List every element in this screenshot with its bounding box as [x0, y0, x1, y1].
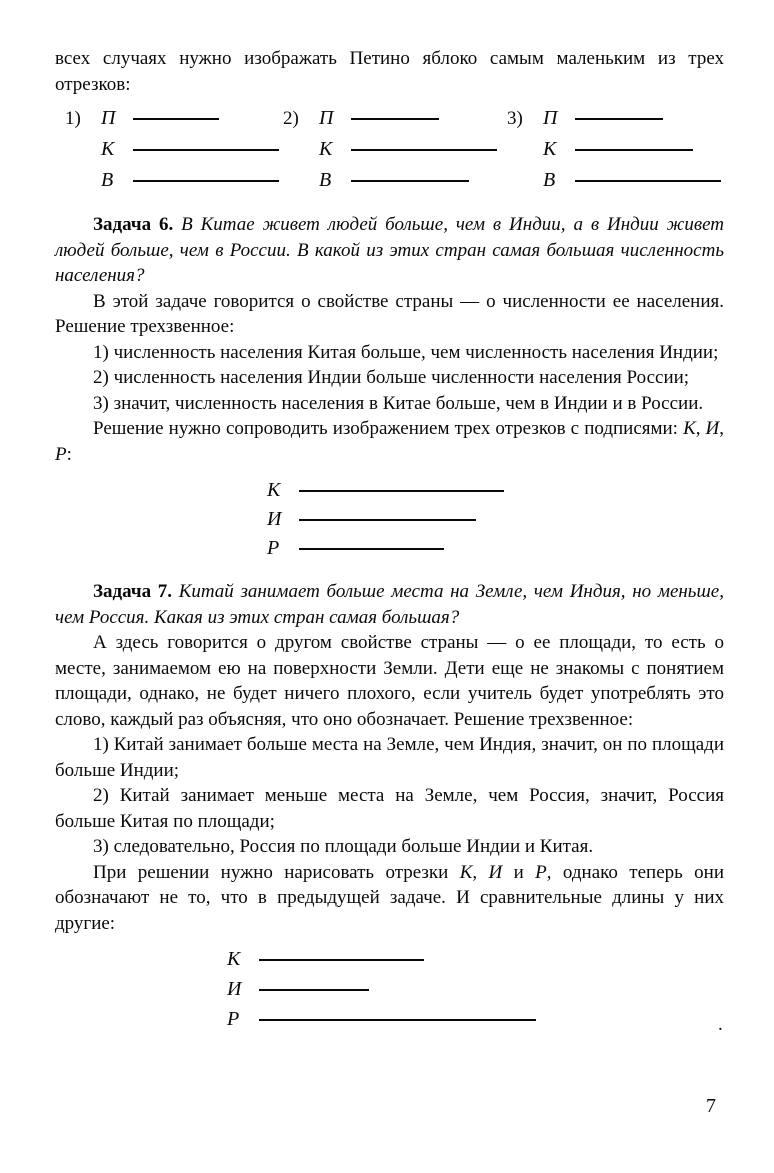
segment-line — [299, 490, 504, 492]
task6-statement: В Китае живет людей больше, чем в Индии, а в Индии живет людей больше, чем в России. В какой из этих стран самая большая численность населения? — [55, 214, 724, 286]
page-number: 7 — [706, 1095, 716, 1117]
task7-label: Задача 7. — [93, 581, 179, 602]
conclusion-text: , однако теперь они обозначают не то, что в предыдущей задаче. И сравнительные длины у них другие: — [55, 861, 725, 934]
conclusion-text: : — [66, 443, 72, 465]
segment-label: П — [319, 106, 334, 129]
group-number: 1) — [65, 108, 81, 129]
group-number: 3) — [507, 108, 523, 129]
segment-row — [267, 505, 724, 534]
task6-conclusion — [55, 416, 724, 467]
segment-diagram-area — [227, 945, 724, 1035]
segment-row — [319, 134, 497, 165]
segment-row — [267, 476, 724, 505]
segment-label: В — [543, 168, 556, 191]
segment-line — [133, 180, 279, 182]
task7-intro-paragraph: А здесь говорится о другом свойстве страны — о ее площади, то есть о месте, занимаемом ею на поверхности Земли. Дети еще не знакомы с понятием площади, однако, не будет ничего плохого, если учитель будет употреблять это слово, каждый раз объясняя, что оно обозначает. Решение трехзвенное: — [55, 632, 724, 730]
task7-statement: Китай занимает больше места на Земле, чем Индия, но меньше, чем Россия. Какая из этих стран самая большая? — [55, 581, 724, 628]
task6-step-2: 2) численность населения Индии больше численности населения России; — [93, 367, 690, 388]
segment-line — [575, 149, 693, 151]
separator: , — [472, 861, 489, 883]
segment-row — [319, 103, 497, 134]
segment-rows — [319, 103, 497, 196]
segment-line — [299, 519, 476, 521]
task6-label: Задача 6. — [93, 214, 182, 235]
letter-k: К — [683, 418, 696, 439]
letter-i: И — [705, 418, 720, 439]
segment-diagram-apples — [65, 103, 724, 196]
segment-label: К — [267, 478, 281, 501]
segment-label: К — [101, 137, 115, 160]
task7-heading — [55, 579, 724, 630]
segment-group-1 — [65, 103, 283, 196]
segment-row — [101, 165, 279, 196]
segment-row — [267, 534, 724, 563]
task7-conclusion — [55, 860, 724, 937]
segment-label: В — [101, 168, 114, 191]
segment-line — [351, 180, 469, 182]
separator: , — [719, 418, 725, 439]
task6-intro-paragraph: В этой задаче говорится о свойстве страны — о численности ее населения. Решение трехзвенное: — [55, 290, 724, 337]
conclusion-text: Решение нужно сопроводить изображением трех отрезков с подписями: — [93, 418, 684, 439]
segment-group-2 — [283, 103, 507, 196]
segment-row — [543, 165, 721, 196]
task6-heading — [55, 212, 724, 289]
segment-diagram-population — [267, 476, 724, 563]
segment-line — [133, 149, 279, 151]
separator: , — [695, 418, 706, 439]
segment-label: П — [543, 106, 558, 129]
stray-dot: . — [718, 1014, 723, 1035]
task7-step-1: 1) Китай занимает больше места на Земле, чем Индия, значит, он по площади больше Индии; — [55, 734, 724, 781]
task6-step-3: 3) значит, численность населения в Китае больше, чем в Индии и в России. — [93, 392, 704, 414]
segment-row — [227, 975, 724, 1005]
segment-label: Р — [267, 536, 280, 559]
segment-line — [351, 118, 439, 120]
segment-label: И — [227, 978, 242, 1001]
segment-label: К — [543, 137, 557, 160]
segment-label: Р — [227, 1008, 240, 1031]
segment-rows — [543, 103, 721, 196]
segment-rows — [101, 103, 279, 196]
segment-row — [319, 165, 497, 196]
task6-step-1: 1) численность населения Китая больше, чем численность населения Индии; — [93, 341, 719, 363]
intro-paragraph — [55, 46, 724, 97]
segment-line — [575, 180, 721, 182]
group-number: 2) — [283, 108, 299, 129]
letter-k: К — [459, 861, 473, 883]
segment-label: К — [227, 948, 241, 971]
segment-line — [259, 989, 369, 991]
letter-i: И — [488, 861, 503, 883]
segment-line — [351, 149, 497, 151]
segment-line — [575, 118, 663, 120]
separator: и — [502, 861, 536, 883]
segment-row — [543, 134, 721, 165]
segment-row — [227, 1005, 724, 1035]
segment-line — [133, 118, 219, 120]
segment-row — [101, 134, 279, 165]
segment-row — [101, 103, 279, 134]
segment-line — [259, 1019, 536, 1021]
letter-r: Р — [535, 861, 547, 883]
segment-group-3 — [507, 103, 724, 196]
segment-row — [543, 103, 721, 134]
segment-line — [299, 548, 444, 550]
segment-label: П — [101, 106, 116, 129]
task7-step-2: 2) Китай занимает меньше места на Земле, чем Россия, значит, Россия больше Китая по площади; — [55, 785, 724, 832]
segment-row — [227, 945, 724, 975]
segment-label: И — [267, 507, 282, 530]
intro-text: всех случаях нужно изображать Петино яблоко самым маленьким из трех отрезков: — [55, 48, 724, 95]
segment-label: К — [319, 137, 333, 160]
segment-label: В — [319, 168, 332, 191]
conclusion-text: При решении нужно нарисовать отрезки — [93, 861, 460, 883]
task7-step-3: 3) следовательно, Россия по площади больше Индии и Китая. — [93, 836, 594, 857]
segment-line — [259, 959, 424, 961]
letter-r: Р — [55, 443, 67, 465]
